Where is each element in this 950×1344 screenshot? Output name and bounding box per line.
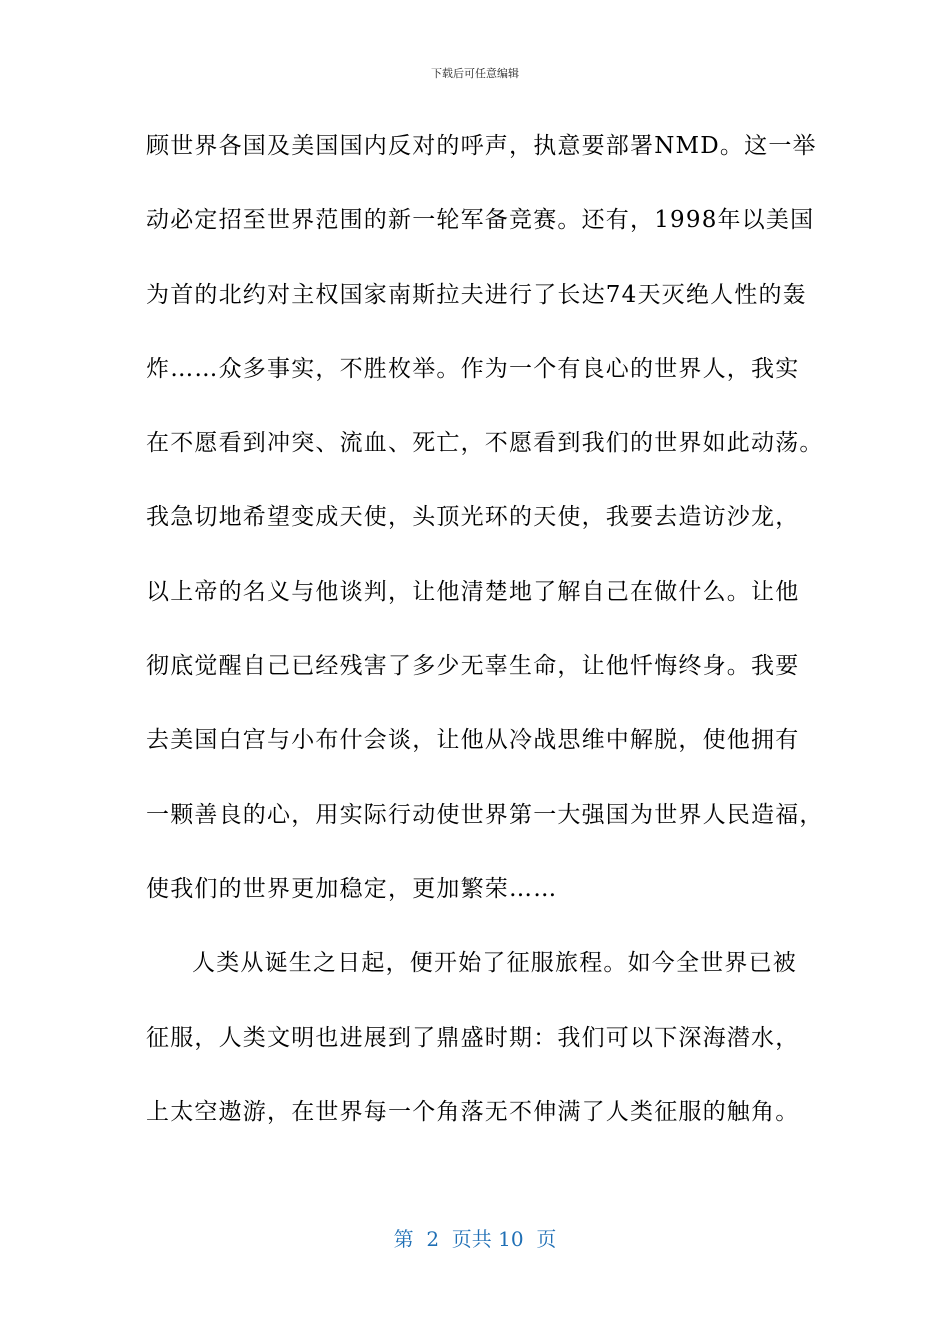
text-line: 一颗善良的心，用实际行动使世界第一大强国为世界人民造福， — [146, 801, 824, 828]
text-line: 顾世界各国及美国国内反对的呼声，执意要部署NMD。这一举 — [146, 133, 817, 159]
text-line: 我急切地希望变成天使，头顶光环的天使，我要去造访沙龙， — [146, 504, 800, 531]
header-note: 下载后可任意编辑 — [431, 67, 519, 80]
page-number-footer: 第 2 页共 10 页 — [393, 1227, 557, 1251]
text-line: 征服，人类文明也进展到了鼎盛时期：我们可以下深海潜水， — [146, 1024, 800, 1051]
text-line: 上太空遨游，在世界每一个角落无不伸满了人类征服的触角。 — [146, 1098, 800, 1125]
text-line: 去美国白宫与小布什会谈，让他从冷战思维中解脱，使他拥有 — [146, 727, 800, 754]
text-line: 动必定招至世界范围的新一轮军备竞赛。还有，1998年以美国 — [146, 207, 815, 234]
text-line: 在不愿看到冲突、流血、死亡，不愿看到我们的世界如此动荡。 — [146, 430, 824, 457]
text-line: 彻底觉醒自己已经残害了多少无辜生命，让他忏悔终身。我要 — [146, 653, 800, 680]
text-line: 炸……众多事实，不胜枚举。作为一个有良心的世界人，我实 — [146, 355, 800, 382]
text-line: 以上帝的名义与他谈判，让他清楚地了解自己在做什么。让他 — [146, 578, 800, 605]
text-line: 为首的北约对主权国家南斯拉夫进行了长达74天灭绝人性的轰 — [146, 281, 807, 308]
text-line: 人类从诞生之日起，便开始了征服旅程。如今全世界已被 — [192, 950, 797, 977]
document-body — [146, 126, 826, 1166]
text-line: 使我们的世界更加稳定，更加繁荣…… — [146, 875, 558, 902]
